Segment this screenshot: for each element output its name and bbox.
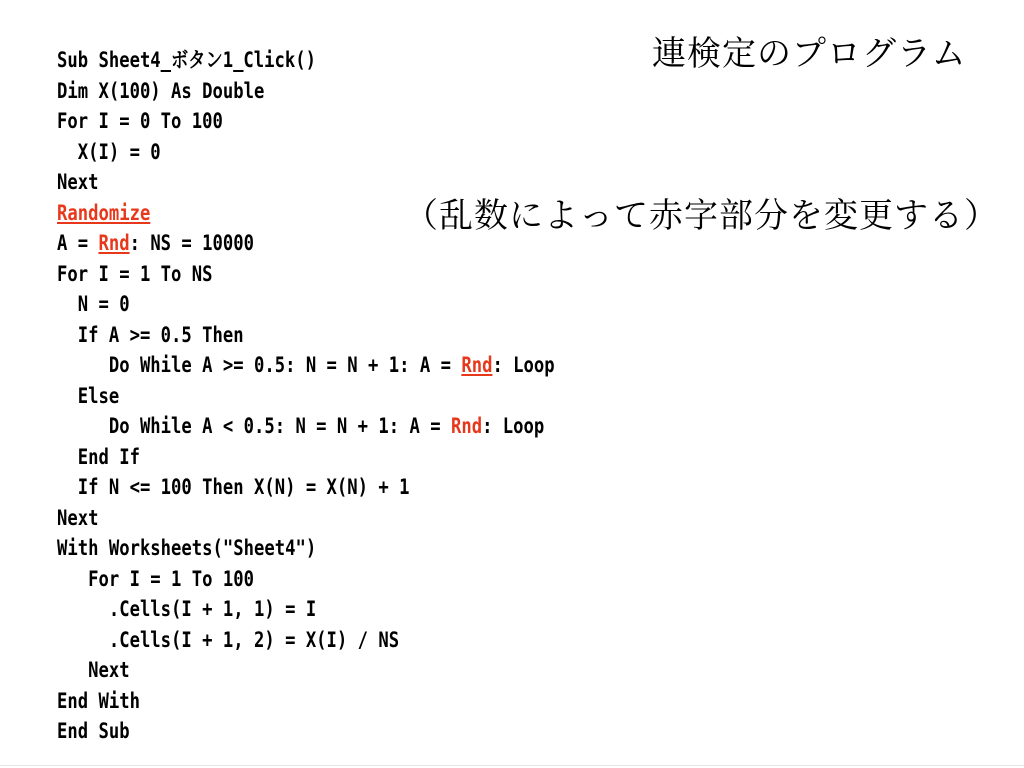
code-text: Next [57, 505, 99, 530]
code-text: If N <= 100 Then X(N) = X(N) + 1 [57, 475, 410, 499]
code-text: Sub Sheet4_ボタン1_Click() [57, 48, 317, 72]
code-line [57, 594, 555, 625]
code-line [57, 350, 555, 381]
code-block [57, 45, 555, 747]
code-text: Do While A >= 0.5: N = N + 1: A = [57, 353, 462, 377]
code-text: Else [57, 383, 120, 408]
code-text: .Cells(I + 1, 1) = I [57, 597, 317, 621]
code-text: With Worksheets("Sheet4") [57, 536, 317, 560]
code-text: A = [57, 231, 99, 255]
code-text: If A >= 0.5 Then [57, 322, 244, 347]
code-text: End If [57, 444, 140, 469]
code-text: : Loop [482, 414, 545, 438]
code-line [57, 198, 555, 229]
code-line [57, 533, 555, 564]
code-text: End Sub [57, 719, 130, 743]
code-line [57, 381, 555, 412]
slide-subtitle: （乱数によって赤字部分を変更する） [404, 196, 999, 236]
code-text: : Loop [492, 353, 555, 377]
code-line [57, 137, 555, 168]
code-line [57, 655, 555, 686]
code-line [57, 167, 555, 198]
code-line [57, 472, 555, 503]
highlighted-keyword: Randomize [57, 200, 151, 225]
code-line [57, 716, 555, 747]
code-text: For I = 0 To 100 [57, 109, 223, 133]
code-text: Next [57, 170, 99, 194]
code-line [57, 259, 555, 290]
code-line [57, 45, 555, 76]
highlighted-keyword: Rnd [98, 231, 130, 255]
slide-title: 連検定のプログラム [652, 34, 967, 74]
code-text: X(I) = 0 [57, 139, 161, 164]
code-text: N = 0 [57, 292, 130, 316]
code-line [57, 228, 555, 259]
code-text: .Cells(I + 1, 2) = X(I) / NS [57, 627, 400, 652]
bottom-divider [0, 765, 1024, 766]
code-text: Next [57, 658, 130, 682]
code-text: End With [57, 688, 140, 713]
code-line [57, 76, 555, 107]
code-line [57, 686, 555, 717]
code-line [57, 442, 555, 473]
highlighted-keyword: Rnd [450, 414, 483, 438]
code-line [57, 106, 555, 137]
code-line [57, 625, 555, 656]
code-line [57, 411, 555, 442]
code-line [57, 320, 555, 351]
code-text: For I = 1 To 100 [57, 566, 254, 591]
code-line [57, 289, 555, 320]
highlighted-keyword: Rnd [461, 353, 493, 377]
code-text: Dim X(100) As Double [57, 78, 265, 103]
code-text: Do While A < 0.5: N = N + 1: A = [57, 414, 451, 438]
code-text: For I = 1 To NS [57, 261, 213, 286]
code-text: : NS = 10000 [129, 231, 254, 255]
code-line [57, 503, 555, 534]
code-line [57, 564, 555, 595]
